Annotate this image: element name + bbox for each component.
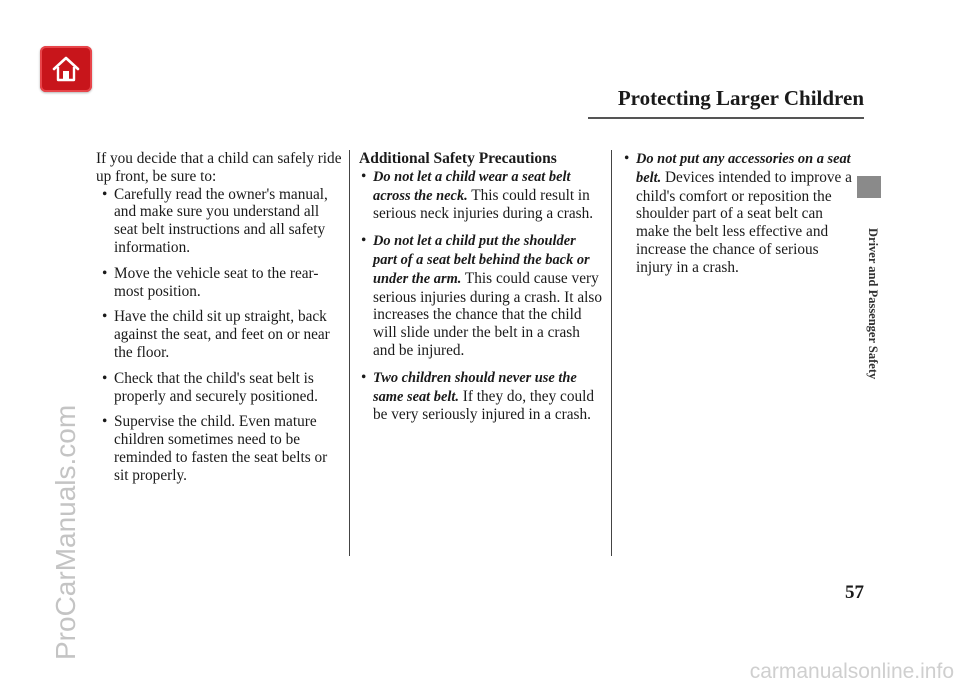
column-right xyxy=(622,150,858,286)
list-item: • Carefully read the owner's manual, and make sure you understand all seat belt instructions and all safety information. xyxy=(100,186,342,257)
home-button[interactable] xyxy=(40,46,92,92)
intro-text: If you decide that a child can safely ride up front, be sure to: xyxy=(96,150,342,185)
column-middle xyxy=(359,150,603,433)
footer-watermark: carmanualsonline.info xyxy=(749,660,954,683)
house-icon xyxy=(51,55,81,83)
list-item xyxy=(359,168,603,223)
list-item xyxy=(359,369,603,424)
list-item: • Supervise the child. Even mature children sometimes need to be reminded to fasten the seat belts or sit properly. xyxy=(100,413,342,484)
title-divider xyxy=(588,117,864,119)
section-tab-label: Driver and Passenger Safety xyxy=(866,228,880,380)
list-item xyxy=(359,232,603,360)
checklist xyxy=(96,186,342,485)
column-divider xyxy=(349,150,350,556)
warning-text: Devices intended to improve a child's comfort or reposition the shoulder part of a seat belt can make the belt less effective and increase the chance of serious injury in a crash. xyxy=(636,168,852,276)
list-item: • Check that the child's seat belt is properly and securely positioned. xyxy=(100,370,342,406)
page-title: Protecting Larger Children xyxy=(617,86,864,110)
accessories-list xyxy=(622,150,858,277)
warning-emphasis: Do not let a child wear a seat belt across the neck. xyxy=(373,168,571,204)
precautions-list xyxy=(359,168,603,424)
warning-emphasis: Do not put any accessories on a seat belt. xyxy=(636,151,851,186)
subsection-heading: Additional Safety Precautions xyxy=(359,150,557,167)
watermark-text: ProCarManuals.com xyxy=(50,404,81,660)
warning-text: This could cause very serious injuries during a crash. It also increases the chance that the child will slide under the belt in a crash and be injured. xyxy=(373,269,602,359)
warning-text: This could result in serious neck injuries during a crash. xyxy=(373,186,594,223)
list-item: • Move the vehicle seat to the rear-most position. xyxy=(100,265,342,301)
warning-emphasis: Two children should never use the same seat belt. xyxy=(373,369,577,405)
list-item: • Have the child sit up straight, back against the seat, and feet on or near the floor. xyxy=(100,308,342,361)
list-item xyxy=(622,150,858,277)
page-number: 57 xyxy=(845,582,864,603)
column-left xyxy=(96,150,342,493)
warning-text: If they do, they could be very seriously injured in a crash. xyxy=(373,387,595,424)
section-tab[interactable] xyxy=(857,176,881,198)
column-divider xyxy=(611,150,612,556)
warning-emphasis: Do not let a child put the shoulder part of a seat belt behind the back or under the arm. xyxy=(373,233,590,287)
